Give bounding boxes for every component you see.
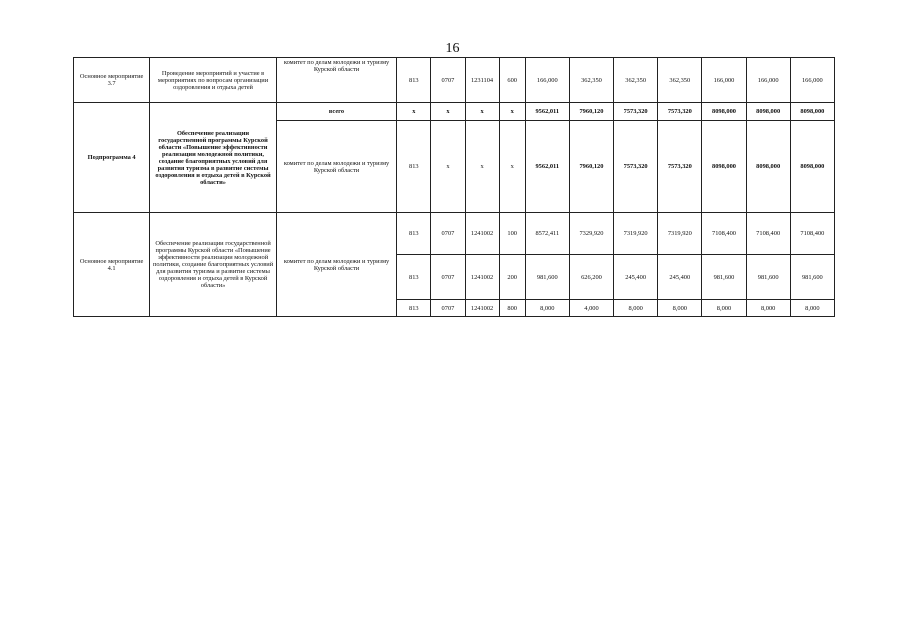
value-cell: 8,000: [525, 300, 569, 317]
vr-cell: 600: [499, 58, 525, 103]
csr-cell: х: [465, 103, 499, 121]
csr-cell: 1231104: [465, 58, 499, 103]
value-cell: 362,350: [658, 58, 702, 103]
value-cell: 9562,011: [525, 121, 569, 213]
value-cell: 8098,000: [746, 121, 790, 213]
table-row: [74, 103, 835, 121]
csr-cell: х: [465, 121, 499, 213]
vr-cell: 200: [499, 255, 525, 300]
value-cell: 8098,000: [702, 103, 746, 121]
value-cell: 7108,400: [746, 213, 790, 255]
value-cell: 166,000: [746, 58, 790, 103]
vr-cell: 800: [499, 300, 525, 317]
value-cell: 7573,320: [658, 103, 702, 121]
value-cell: 981,600: [702, 255, 746, 300]
value-cell: 8098,000: [702, 121, 746, 213]
grbs-cell: 813: [397, 58, 431, 103]
row-description: Обеспечение реализации государственной программы Курской области «Повышение эффективности реализации молодежной политики, создание благоприятных условий для развития туризма и развитие системы оздоровления и отдыха детей в Курской области»: [150, 213, 276, 317]
value-cell: 8,000: [614, 300, 658, 317]
page-number: 16: [445, 41, 460, 56]
value-cell: 362,350: [569, 58, 613, 103]
grbs-cell: х: [397, 103, 431, 121]
row-executor: всего: [276, 103, 396, 121]
rzpr-cell: х: [431, 103, 465, 121]
value-cell: 7573,320: [658, 121, 702, 213]
value-cell: 7960,120: [569, 103, 613, 121]
value-cell: 362,350: [614, 58, 658, 103]
rzpr-cell: х: [431, 121, 465, 213]
value-cell: 981,600: [746, 255, 790, 300]
vr-cell: 100: [499, 213, 525, 255]
grbs-cell: 813: [397, 213, 431, 255]
value-cell: 245,400: [658, 255, 702, 300]
table-row: [74, 58, 835, 103]
rzpr-cell: 0707: [431, 300, 465, 317]
row-executor: комитет по делам молодежи и туризму Курской области: [276, 121, 396, 213]
row-code: Подпрограмма 4: [74, 103, 150, 213]
grbs-cell: 813: [397, 121, 431, 213]
row-code: Основное мероприятие 3.7: [74, 58, 150, 103]
value-cell: 245,400: [614, 255, 658, 300]
vr-cell: х: [499, 121, 525, 213]
table-row: [74, 213, 835, 255]
value-cell: 7329,920: [569, 213, 613, 255]
value-cell: 8,000: [746, 300, 790, 317]
value-cell: 626,200: [569, 255, 613, 300]
value-cell: 166,000: [702, 58, 746, 103]
value-cell: 8,000: [790, 300, 834, 317]
value-cell: 7960,120: [569, 121, 613, 213]
value-cell: 7108,400: [702, 213, 746, 255]
value-cell: 8,000: [702, 300, 746, 317]
row-executor: комитет по делам молодежи и туризму Курской области: [276, 213, 396, 317]
value-cell: 8572,411: [525, 213, 569, 255]
vr-cell: х: [499, 103, 525, 121]
row-description: Обеспечение реализации государственной программы Курской области «Повышение эффективности реализации молодежной политики, создание благоприятных условий для развития туризма в развитие системы оздоровления и отдыха детей в Курской области»: [150, 103, 276, 213]
rzpr-cell: 0707: [431, 213, 465, 255]
value-cell: 981,600: [790, 255, 834, 300]
value-cell: 7108,400: [790, 213, 834, 255]
rzpr-cell: 0707: [431, 58, 465, 103]
value-cell: 9562,011: [525, 103, 569, 121]
csr-cell: 1241002: [465, 213, 499, 255]
value-cell: 981,600: [525, 255, 569, 300]
csr-cell: 1241002: [465, 255, 499, 300]
row-description: Проведение мероприятий и участие в мероприятиях по вопросам организации оздоровления и отдыха детей: [150, 58, 276, 103]
value-cell: 7319,920: [614, 213, 658, 255]
value-cell: 166,000: [790, 58, 834, 103]
value-cell: 7573,320: [614, 103, 658, 121]
value-cell: 8098,000: [790, 103, 834, 121]
value-cell: 7319,920: [658, 213, 702, 255]
value-cell: 7573,320: [614, 121, 658, 213]
rzpr-cell: 0707: [431, 255, 465, 300]
value-cell: 4,000: [569, 300, 613, 317]
row-executor: комитет по делам молодежи и туризму Курской области: [276, 58, 396, 103]
value-cell: 166,000: [525, 58, 569, 103]
row-code: Основное мероприятие 4.1: [74, 213, 150, 317]
value-cell: 8098,000: [746, 103, 790, 121]
grbs-cell: 813: [397, 255, 431, 300]
csr-cell: 1241002: [465, 300, 499, 317]
grbs-cell: 813: [397, 300, 431, 317]
budget-table: [73, 57, 835, 317]
value-cell: 8,000: [658, 300, 702, 317]
value-cell: 8098,000: [790, 121, 834, 213]
